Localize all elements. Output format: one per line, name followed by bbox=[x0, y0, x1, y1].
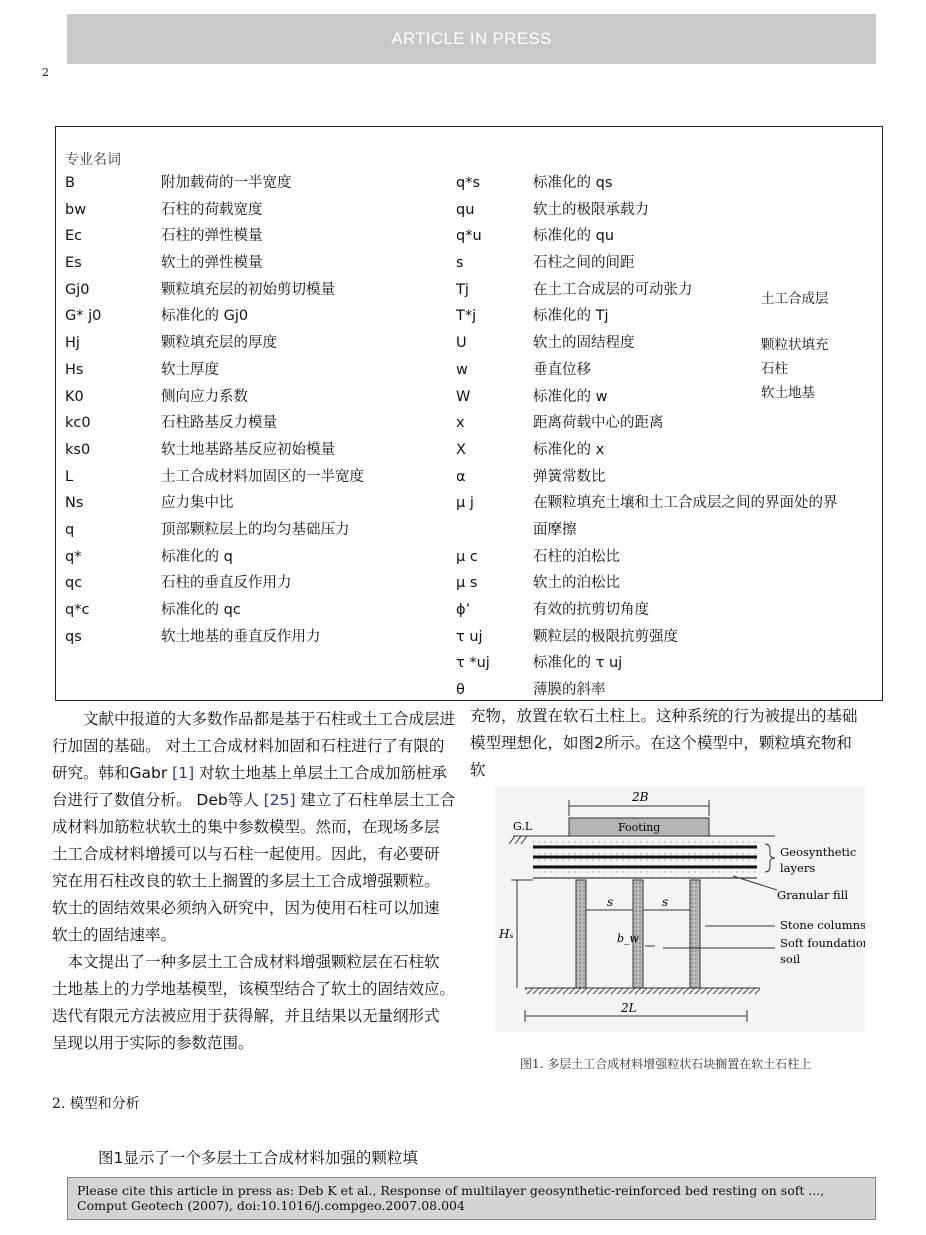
nomenclature-symbol: Hs bbox=[65, 361, 84, 378]
nomenclature-row bbox=[456, 410, 876, 437]
citation-footer: Please cite this article in press as: Deb K et al., Response of multilayer geosynthetic-reinforced bed resting on soft ..., Comput Geotech (2007), doi:10.1016/j.compgeo.2007.08.004 bbox=[67, 1177, 876, 1220]
nomenclature-definition: 颗粒填充层的厚度 bbox=[161, 335, 277, 352]
nomenclature-row bbox=[456, 464, 876, 491]
nomenclature-symbol: q*c bbox=[65, 602, 90, 618]
text-line: 成材料加筋粒状软土的集中参数模型。然而，在现场多层 bbox=[52, 818, 440, 836]
nomenclature-definition: 标准化的 qu bbox=[533, 228, 615, 245]
nomenclature-definition: 垂直位移 bbox=[533, 361, 591, 378]
legend-geosynthetic: 土工合成层 bbox=[761, 291, 829, 307]
text-line: 土工合成材料增援可以与石柱一起使用。因此，有必要研 bbox=[52, 845, 440, 863]
nomenclature-definition: 软土地基路基反应初始模量 bbox=[161, 441, 335, 458]
granular-label: Granular fill bbox=[777, 888, 849, 902]
nomenclature-definition: 软土厚度 bbox=[161, 361, 219, 378]
nomenclature-symbol: q bbox=[65, 521, 75, 538]
bw-label: b_w bbox=[617, 932, 639, 945]
nomenclature-row bbox=[65, 597, 455, 624]
nomenclature-definition: 标准化的 q bbox=[161, 548, 233, 565]
nomenclature-symbol: α bbox=[456, 468, 466, 485]
nomenclature-symbol: q*s bbox=[456, 175, 481, 191]
section-paragraph-start: 图1显示了一个多层土工合成材料加强的颗粒填 bbox=[98, 1149, 418, 1167]
nomenclature-row bbox=[65, 410, 455, 437]
nomenclature-definition: 在土工合成层的可动张力 bbox=[533, 281, 693, 298]
nomenclature-symbol: s bbox=[456, 255, 464, 272]
nomenclature-row bbox=[65, 490, 455, 517]
nomenclature-row bbox=[456, 490, 876, 517]
nomenclature-symbol: G* j0 bbox=[65, 308, 102, 325]
dim-2l-label: 2L bbox=[621, 1001, 637, 1015]
base-hatch bbox=[525, 988, 760, 994]
nomenclature-symbol: B bbox=[65, 175, 75, 191]
nomenclature-symbol: Gj0 bbox=[65, 281, 90, 298]
nomenclature-row bbox=[65, 303, 455, 330]
dim-2b-label: 2B bbox=[632, 790, 649, 804]
left-column-text bbox=[52, 706, 457, 1057]
nomenclature-definition: 石柱的垂直反作用力 bbox=[161, 575, 292, 592]
nomenclature-definition: 石柱路基反力模量 bbox=[161, 415, 277, 432]
nomenclature-row bbox=[456, 677, 876, 704]
nomenclature-symbol: θ bbox=[456, 682, 465, 699]
nomenclature-definition: 附加载荷的一半宽度 bbox=[161, 175, 292, 191]
nomenclature-symbol: μ j bbox=[456, 495, 474, 512]
nomenclature-symbol: X bbox=[456, 441, 466, 458]
dim-s2-label: s bbox=[662, 895, 669, 909]
nomenclature-title: 专业名词 bbox=[65, 152, 121, 168]
nomenclature-symbol: K0 bbox=[65, 388, 84, 405]
page-number: 2 bbox=[42, 66, 49, 79]
nomenclature-definition: 面摩擦 bbox=[533, 521, 577, 538]
footing-label: Footing bbox=[618, 821, 661, 834]
nomenclature-row bbox=[456, 250, 876, 277]
nomenclature-row bbox=[65, 330, 455, 357]
nomenclature-definition: 在颗粒填充土壤和土工合成层之间的界面处的界 bbox=[533, 495, 838, 512]
nomenclature-symbol: L bbox=[65, 468, 74, 485]
geosynthetic-label: Geosynthetic bbox=[780, 845, 857, 859]
nomenclature-symbol: μ s bbox=[456, 575, 478, 592]
nomenclature-definition: 软土的弹性模量 bbox=[161, 255, 263, 272]
nomenclature-row bbox=[65, 437, 455, 464]
nomenclature-row bbox=[456, 303, 876, 330]
nomenclature-row bbox=[65, 357, 455, 384]
nomenclature-row bbox=[65, 197, 455, 224]
nomenclature-row bbox=[65, 250, 455, 277]
nomenclature-row bbox=[456, 437, 876, 464]
nomenclature-definition: 有效的抗剪切角度 bbox=[533, 602, 649, 618]
nomenclature-symbol: ϕ’ bbox=[456, 602, 471, 618]
citation-link[interactable]: [1] bbox=[172, 764, 195, 782]
citation-link[interactable]: [25] bbox=[263, 791, 296, 809]
text-line: 充物，放置在软石土柱上。这种系统的行为被提出的基础 bbox=[470, 707, 858, 725]
nomenclature-symbol: q*u bbox=[456, 228, 482, 245]
nomenclature-row bbox=[456, 570, 876, 597]
nomenclature-left-column bbox=[65, 170, 455, 650]
nomenclature-symbol: w bbox=[456, 361, 468, 378]
nomenclature-symbol: qu bbox=[456, 201, 475, 218]
nomenclature-row bbox=[456, 223, 876, 250]
figure-1-diagram bbox=[495, 786, 865, 1032]
nomenclature-box bbox=[55, 126, 883, 701]
nomenclature-row bbox=[456, 624, 876, 651]
legend-soft: 软土地基 bbox=[761, 385, 815, 401]
nomenclature-definition: 软土的泊松比 bbox=[533, 575, 620, 592]
nomenclature-row bbox=[65, 544, 455, 571]
nomenclature-symbol: Es bbox=[65, 255, 82, 272]
text-line: 软土的固结效果必须纳入研究中，因为使用石柱可以加速 bbox=[52, 899, 440, 917]
nomenclature-definition: 标准化的 x bbox=[533, 441, 605, 458]
nomenclature-definition: 应力集中比 bbox=[161, 495, 234, 512]
nomenclature-symbol: Ec bbox=[65, 228, 83, 245]
nomenclature-definition: 薄膜的斜率 bbox=[533, 682, 606, 699]
nomenclature-definition: 软土的极限承载力 bbox=[533, 201, 649, 218]
nomenclature-symbol: qs bbox=[65, 628, 82, 645]
nomenclature-definition: 顶部颗粒层上的均匀基础压力 bbox=[161, 521, 350, 538]
nomenclature-definition: 弹簧常数比 bbox=[533, 468, 606, 485]
nomenclature-symbol: T*j bbox=[456, 308, 477, 325]
nomenclature-row bbox=[65, 384, 455, 411]
nomenclature-definition: 石柱的弹性模量 bbox=[161, 228, 263, 245]
nomenclature-row bbox=[65, 170, 455, 197]
nomenclature-definition: 标准化的 w bbox=[533, 388, 608, 405]
nomenclature-definition: 石柱的荷载宽度 bbox=[161, 201, 263, 218]
nomenclature-row bbox=[456, 517, 876, 544]
nomenclature-definition: 标准化的 qs bbox=[533, 175, 613, 191]
article-in-press-banner: ARTICLE IN PRESS bbox=[67, 14, 876, 64]
nomenclature-definition: 软土地基的垂直反作用力 bbox=[161, 628, 321, 645]
stone-label: Stone columns bbox=[780, 918, 865, 932]
dim-hs-label: Hₛ bbox=[499, 927, 514, 941]
nomenclature-row bbox=[65, 277, 455, 304]
nomenclature-row bbox=[65, 223, 455, 250]
nomenclature-symbol: Tj bbox=[456, 281, 469, 298]
soft-label-2: soil bbox=[780, 952, 801, 966]
nomenclature-definition: 石柱的泊松比 bbox=[533, 548, 620, 565]
legend-stone: 石柱 bbox=[761, 361, 788, 377]
nomenclature-row bbox=[456, 597, 876, 624]
nomenclature-symbol: τ uj bbox=[456, 628, 483, 645]
layers-label: layers bbox=[780, 861, 816, 875]
nomenclature-definition: 距离荷载中心的距离 bbox=[533, 415, 664, 432]
nomenclature-symbol: qc bbox=[65, 575, 83, 592]
nomenclature-definition: 颗粒层的极限抗剪强度 bbox=[533, 628, 678, 645]
text-line: 软 bbox=[470, 761, 486, 779]
text-line: 本文提出了一种多层土工合成材料增强颗粒层在石柱软 bbox=[52, 953, 440, 971]
nomenclature-symbol: τ *uj bbox=[456, 655, 490, 672]
nomenclature-symbol: W bbox=[456, 388, 471, 405]
text-line: 软土的固结速率。 bbox=[52, 926, 177, 944]
text-line: 究在用石柱改良的软土上搁置的多层土工合成增强颗粒。 bbox=[52, 872, 440, 890]
right-column-text bbox=[470, 703, 870, 784]
nomenclature-row bbox=[65, 624, 455, 651]
nomenclature-symbol: bw bbox=[65, 201, 87, 218]
text-line: 模型理想化，如图2所示。在这个模型中，颗粒填充物和 bbox=[470, 734, 852, 752]
nomenclature-definition: 软土的固结程度 bbox=[533, 335, 635, 352]
nomenclature-definition: 颗粒填充层的初始剪切模量 bbox=[161, 281, 335, 298]
nomenclature-symbol: x bbox=[456, 415, 465, 432]
nomenclature-symbol: Hj bbox=[65, 335, 80, 352]
ground-hatch bbox=[509, 836, 527, 844]
soft-label-1: Soft foundation bbox=[780, 936, 865, 950]
nomenclature-row bbox=[456, 650, 876, 677]
geosynthetic-brace bbox=[765, 844, 775, 872]
nomenclature-row bbox=[65, 570, 455, 597]
nomenclature-row bbox=[456, 197, 876, 224]
nomenclature-definition: 土工合成材料加固区的一半宽度 bbox=[161, 468, 364, 485]
nomenclature-right-column bbox=[456, 170, 876, 704]
stone-column bbox=[576, 880, 586, 988]
text-line: 迭代有限元方法被应用于获得解，并且结果以无量纲形式 bbox=[52, 1007, 440, 1025]
text-line: 文献中报道的大多数作品都是基于石柱或土工合成层进 bbox=[52, 710, 456, 728]
figure-1 bbox=[495, 786, 865, 1032]
dim-s1-label: s bbox=[607, 895, 614, 909]
nomenclature-symbol: Ns bbox=[65, 495, 84, 512]
nomenclature-definition: 标准化的 qc bbox=[161, 602, 241, 618]
nomenclature-definition: 标准化的 Gj0 bbox=[161, 308, 249, 325]
figure-1-caption: 图1. 多层土工合成材料增强粒状石块搁置在软土石柱上 bbox=[520, 1057, 812, 1071]
nomenclature-symbol: U bbox=[456, 335, 467, 352]
text-line: 台进行了数值分析。 Deb等人 [25] 建立了石柱单层土工合 bbox=[52, 791, 456, 809]
nomenclature-row bbox=[456, 544, 876, 571]
nomenclature-symbol: μ c bbox=[456, 548, 478, 565]
nomenclature-symbol: ks0 bbox=[65, 441, 91, 458]
nomenclature-row bbox=[65, 517, 455, 544]
nomenclature-definition: 侧向应力系数 bbox=[161, 388, 248, 405]
section-heading: 2. 模型和分析 bbox=[52, 1096, 140, 1112]
nomenclature-definition: 标准化的 τ uj bbox=[533, 655, 623, 672]
nomenclature-row bbox=[456, 170, 876, 197]
nomenclature-definition: 石柱之间的间距 bbox=[533, 255, 635, 272]
text-line: 土地基上的力学地基模型，该模型结合了软土的固结效应。 bbox=[52, 980, 456, 998]
nomenclature-definition: 标准化的 Tj bbox=[533, 308, 609, 325]
gl-label: G.L bbox=[513, 820, 533, 833]
nomenclature-row bbox=[456, 357, 876, 384]
text-line: 研究。韩和Gabr [1] 对软土地基上单层土工合成加筋桩承 bbox=[52, 764, 448, 782]
nomenclature-symbol: q* bbox=[65, 548, 82, 565]
legend-granular: 颗粒状填充 bbox=[761, 337, 829, 353]
text-line: 行加固的基础。 对土工合成材料加固和石柱进行了有限的 bbox=[52, 737, 445, 755]
nomenclature-row bbox=[65, 464, 455, 491]
text-line: 呈现以用于实际的参数范围。 bbox=[52, 1034, 254, 1052]
nomenclature-symbol: kc0 bbox=[65, 415, 91, 432]
stone-column bbox=[690, 880, 700, 988]
